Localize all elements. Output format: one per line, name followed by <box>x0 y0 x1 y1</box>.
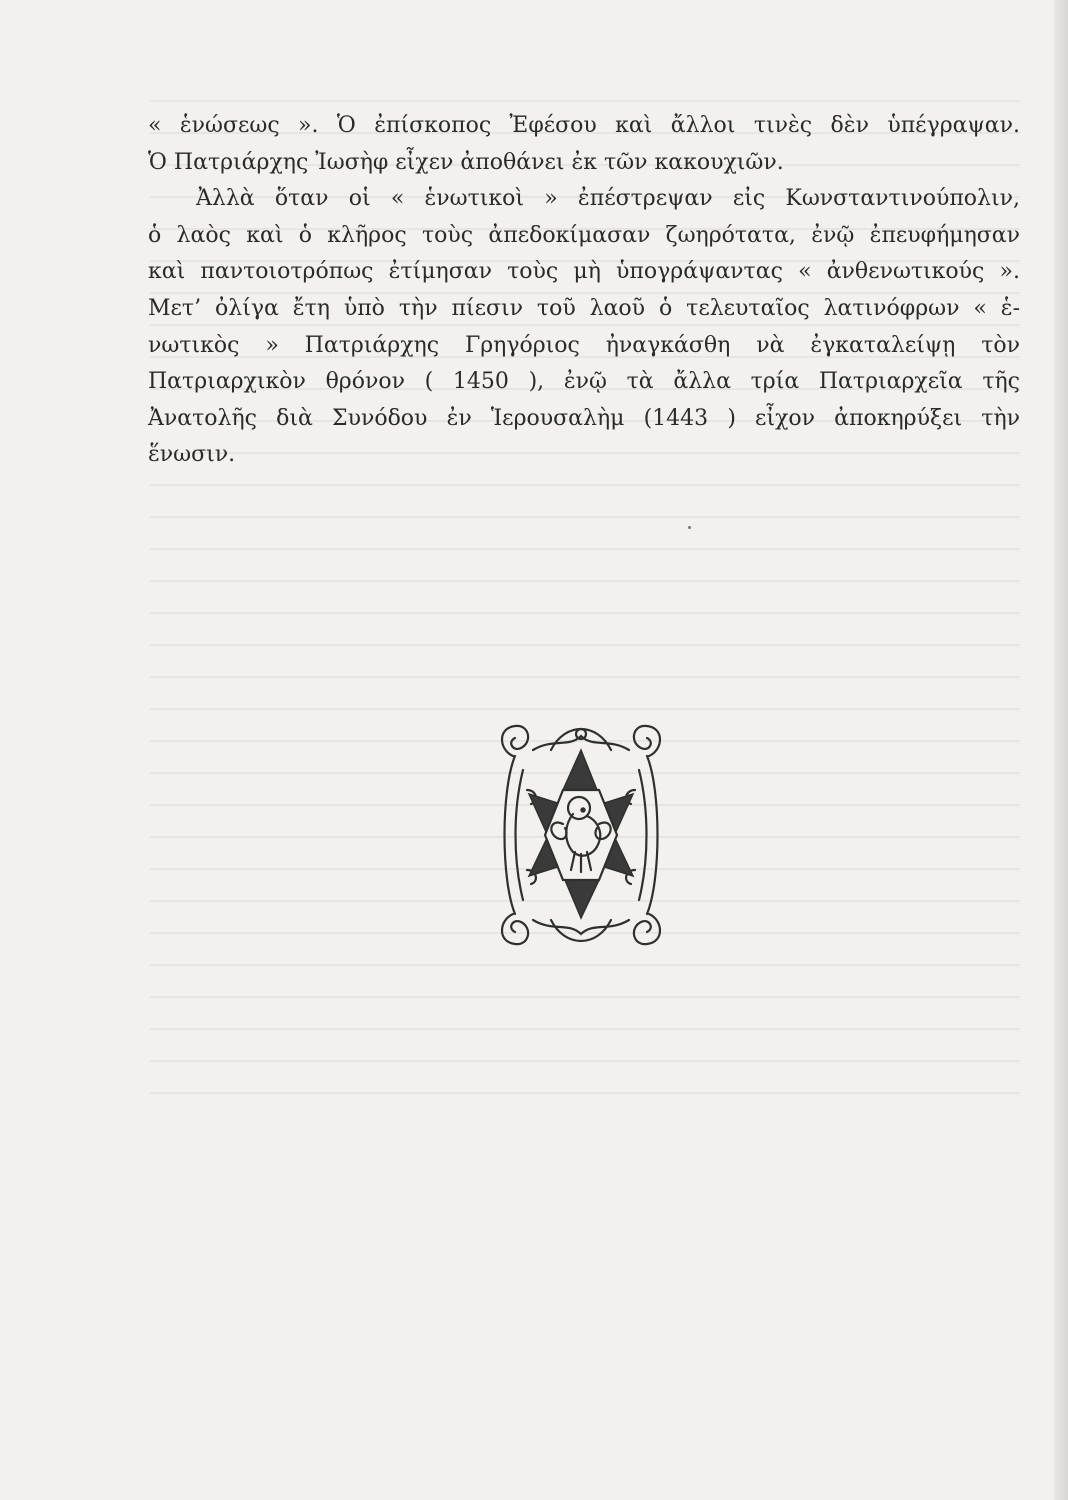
page-edge <box>1054 0 1068 1500</box>
text-line: Ἀλλὰ ὅταν οἱ « ἑνωτικοὶ » ἐπέστρεψαν εἰς Κωνσταντινούπολιν, <box>196 186 1020 212</box>
text-line: καὶ παντοιοτρόπως ἐτίμησαν τοὺς μὴ ὑπογράψαντας « ἀνθενωτικούς ». <box>148 259 1020 285</box>
text-line: ὁ λαὸς καὶ ὁ κλῆρος τοὺς ἀπεδοκίμασαν ζωηρότατα, ἐνῷ ἐπευφήμησαν <box>148 222 1020 248</box>
text-line: Πατριαρχικὸν θρόνον ( 1450 ), ἐνῷ τὰ ἄλλα τρία Πατριαρχεῖα τῆς <box>148 369 1020 395</box>
text-line: « ἑνώσεως ». Ὁ ἐπίσκοπος Ἐφέσου καὶ ἄλλοι τινὲς δὲν ὑπέγραψαν. <box>148 113 1020 138</box>
text-line: ἕνωσιν. <box>148 442 236 468</box>
text-line: νωτικὸς » Πατριάρχης Γρηγόριος ἠναγκάσθη νὰ ἐγκαταλείψῃ τὸν <box>148 332 1020 358</box>
text-line: Ὁ Πατριάρχης Ἰωσὴφ εἶχεν ἀποθάνει ἐκ τῶν κακουχιῶν. <box>148 149 784 175</box>
dove-star-ornament-icon <box>493 720 669 950</box>
text-line: Μετ’ ὀλίγα ἔτη ὑπὸ τὴν πίεσιν τοῦ λαοῦ ὁ τελευταῖος λατινόφρων « ἑ- <box>148 295 1020 321</box>
ink-speck <box>688 526 691 529</box>
body-text <box>148 108 1020 474</box>
text-line: Ἀνατολῆς διὰ Συνόδου ἐν Ἱερουσαλὴμ (1443 ) εἶχον ἀποκηρύξει τὴν <box>148 405 1020 431</box>
